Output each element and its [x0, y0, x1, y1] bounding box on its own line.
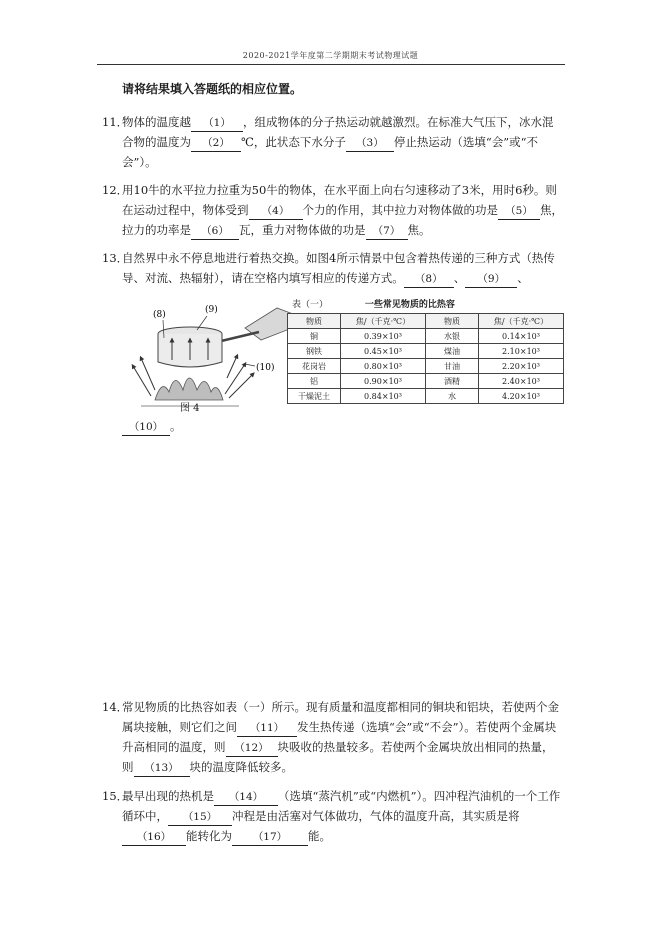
question-text: 块的温度降低较多。 — [189, 760, 293, 774]
answer-blank-13[interactable]: （13） — [134, 760, 190, 777]
table-header-row — [288, 314, 564, 329]
table-row — [288, 344, 564, 359]
question-text: 个力的作用，其中拉力对物体做的功是 — [302, 203, 498, 217]
table-cell: 2.40×10³ — [479, 374, 564, 389]
question-text: 用10牛的水平拉力拉重为50牛的物体，在水平面上向右匀速移动了3米，用时6秒。则在运动过程中，物体受到 — [122, 183, 557, 217]
answer-blank-6[interactable]: （6） — [191, 223, 239, 240]
header-cell: 物质 — [288, 314, 341, 329]
question-text: 。 — [170, 419, 182, 433]
radiation-arrow — [133, 366, 151, 396]
answer-blank-1[interactable]: （1） — [191, 115, 243, 132]
table-cell: 水银 — [426, 329, 479, 344]
label-9: (9) — [205, 305, 218, 315]
answer-blank-17[interactable]: （17） — [232, 829, 308, 846]
fire-flames — [155, 378, 223, 400]
radiation-arrow — [229, 374, 253, 398]
answer-blank-3[interactable]: （3） — [346, 135, 394, 152]
pot-handle — [217, 332, 259, 342]
figure-caption: 图 4 — [180, 403, 200, 414]
answer-blank-11[interactable]: （11） — [237, 720, 297, 737]
answer-blank-8[interactable]: （8） — [404, 271, 454, 288]
question-number: 13． — [102, 251, 129, 265]
question-text: ，组成物体的分子热运动就越激烈。在标准大气压下，冰水混合物的温度为 — [122, 115, 554, 149]
radiation-arrow — [227, 356, 237, 378]
question-number: 12． — [102, 183, 129, 197]
label-10: (10) — [256, 363, 275, 373]
question-text: 块吸收的热量较多。若使两个金属块放出相同的热量，则 — [122, 740, 554, 774]
question-text: （选填“蒸汽机”或“内燃机”）。四冲程汽油机的一个工作循环中， — [122, 789, 561, 823]
question-11 — [102, 112, 564, 172]
separator: 、 — [517, 271, 529, 285]
answer-blank-4[interactable]: （4） — [249, 203, 303, 220]
header-cell: 物质 — [426, 314, 479, 329]
table-cell: 铜 — [288, 329, 341, 344]
table-cell: 2.10×10³ — [479, 344, 564, 359]
question-text: 发生热传递（选填“会”或“不会”）。若使两个金属块升高相同的温度，则 — [122, 720, 557, 754]
answer-blank-9[interactable]: （9） — [465, 271, 517, 288]
question-text: 停止热运动（选填“会”或“不会”）。 — [122, 135, 539, 169]
header-cell: 焦/（千克·℃） — [341, 314, 426, 329]
table-cell: 花岗岩 — [288, 359, 341, 374]
question-text: 自然界中永不停息地进行着热交换。如图4所示情景中包含着热传递的三种方式（热传导、对流、热辐射），请在空格内填写相应的传递方式。 — [122, 251, 555, 285]
question-text: 能。 — [308, 829, 331, 843]
question-12 — [102, 180, 564, 240]
table-cell: 酒精 — [426, 374, 479, 389]
question-text: 能转化为 — [186, 829, 232, 843]
table-label: 表（一） — [292, 300, 329, 310]
table-row — [288, 359, 564, 374]
separator: 、 — [453, 271, 466, 285]
question-text: 焦。 — [407, 223, 431, 237]
answer-blank-10[interactable]: （10） — [122, 419, 170, 436]
table-row — [288, 389, 564, 404]
table-cell: 4.20×10³ — [479, 389, 564, 404]
page-header: 2020-2021学年度第二学期期末考试物理试题 — [242, 51, 419, 60]
question-15 — [102, 786, 564, 846]
table-cell: 水 — [426, 389, 479, 404]
radiation-arrow — [225, 364, 245, 394]
table-cell: 0.90×10³ — [341, 374, 426, 389]
table-row — [288, 374, 564, 389]
radiation-arrow — [141, 358, 155, 390]
question-14 — [102, 697, 564, 777]
pot-on-fire-illustration — [127, 300, 295, 418]
question-text: 冲程是由活塞对气体做功，气体的温度升高，其实质是将 — [232, 809, 520, 823]
label-8: (8) — [153, 310, 166, 320]
question-text: 瓦，重力对物体做的功是 — [239, 223, 366, 237]
table-cell: 钢铁 — [288, 344, 341, 359]
instruction: 请将结果填入答题纸的相应位置。 — [122, 82, 303, 96]
question-number: 11． — [102, 115, 129, 129]
answer-blank-14[interactable]: （14） — [214, 789, 278, 806]
table-cell: 铝 — [288, 374, 341, 389]
table-cell: 煤油 — [426, 344, 479, 359]
table-cell: 0.14×10³ — [479, 329, 564, 344]
answer-blank-16[interactable]: （16） — [122, 829, 186, 846]
answer-blank-5[interactable]: （5） — [498, 203, 540, 220]
question-13-tail — [122, 418, 182, 436]
question-text: 最早出现的热机是 — [122, 789, 214, 803]
header-rule — [97, 64, 565, 65]
table-cell: 0.80×10³ — [341, 359, 426, 374]
table-cell: 干燥泥土 — [288, 389, 341, 404]
question-text: 焦，拉力的功率是 — [122, 203, 563, 237]
table-cell: 2.20×10³ — [479, 359, 564, 374]
header-cell: 焦/（千克·℃） — [479, 314, 564, 329]
question-number: 15． — [102, 789, 129, 803]
figure-4 — [127, 300, 295, 418]
question-text: 常见物质的比热容如表（一）所示。现有质量和温度都相同的铜块和铝块，若使两个金属块接触，则它们之间 — [122, 700, 559, 734]
table-title: 一些常见物质的比热容 — [364, 300, 455, 310]
question-text: 物体的温度越 — [122, 115, 191, 129]
table-cell: 0.45×10³ — [341, 344, 426, 359]
answer-blank-2[interactable]: （2） — [191, 135, 241, 152]
question-number: 14． — [102, 700, 129, 714]
question-text: ℃，此状态下水分子 — [241, 135, 346, 149]
table-caption — [292, 297, 455, 310]
hand-shape — [245, 308, 293, 340]
table-cell: 甘油 — [426, 359, 479, 374]
specific-heat-table — [287, 313, 564, 404]
question-13 — [102, 248, 564, 288]
answer-blank-12[interactable]: （12） — [226, 740, 278, 757]
table-row — [288, 329, 564, 344]
answer-blank-15[interactable]: （15） — [168, 809, 232, 826]
answer-blank-7[interactable]: （7） — [366, 223, 408, 240]
table-cell: 0.39×10³ — [341, 329, 426, 344]
leader-line — [245, 364, 255, 366]
table-cell: 0.84×10³ — [341, 389, 426, 404]
